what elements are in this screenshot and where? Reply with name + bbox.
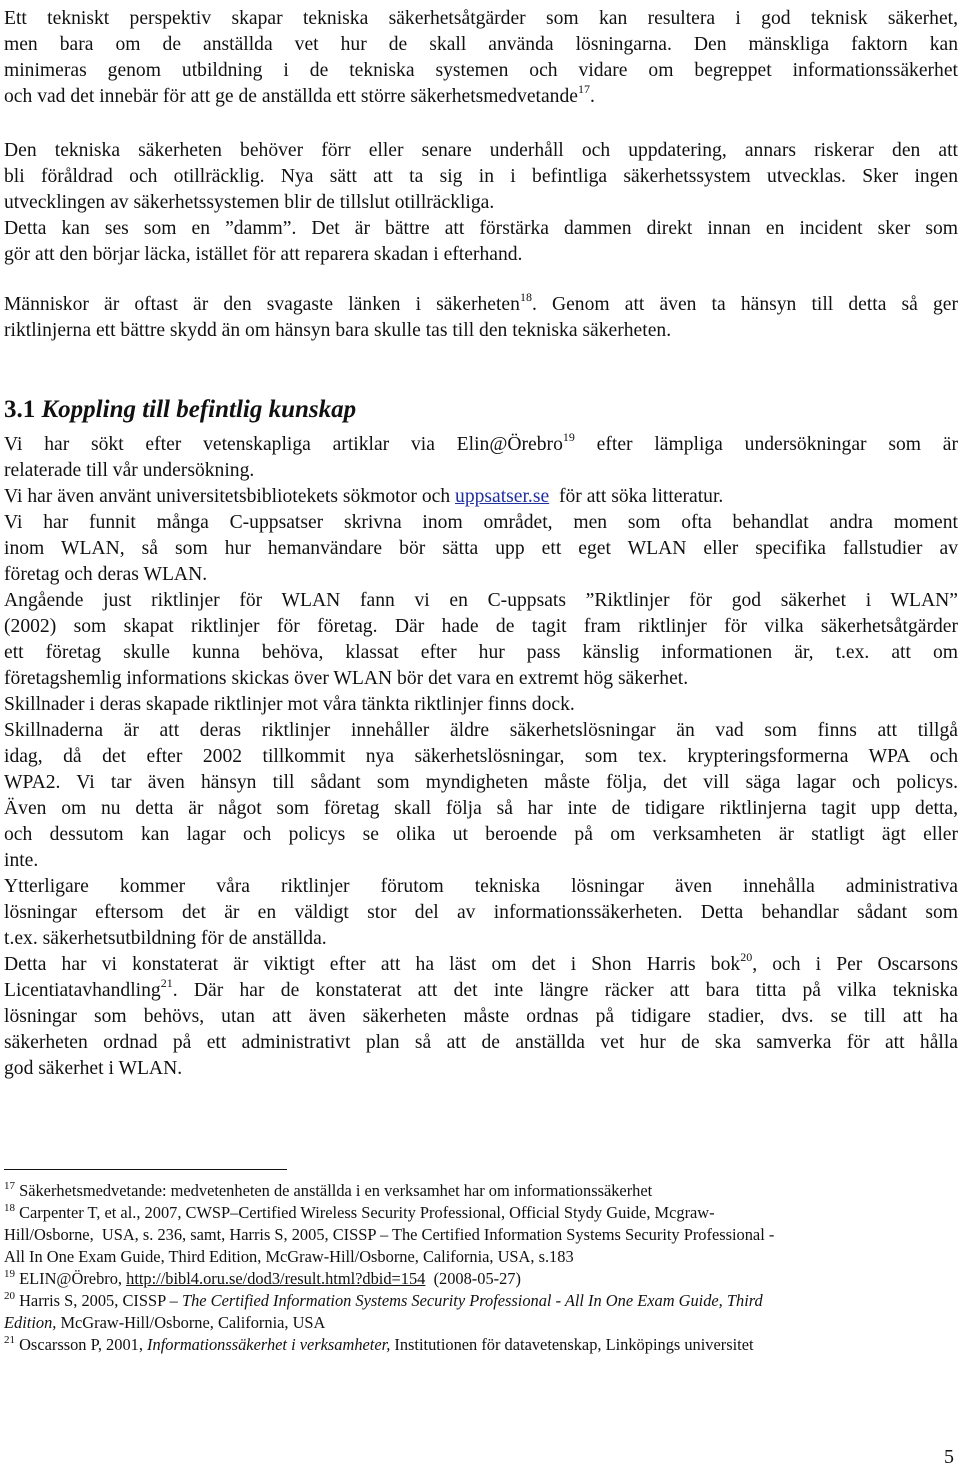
footnote-18: $^{18}$ Carpenter T, et al., 2007, CWSP–Certified Wireless Security Professional, Official Stydy Guide, Mcgraw- Hill/Osborne, USA, s. 236, samt, Harris S, 2005, CISSP – The Certified Information Systems Security Professional - All In One Exam Guide, Third Edition, McGraw-Hill/Osborne, California, USA, s.183 [4, 1202, 775, 1266]
body-paragraph-6 [4, 874, 958, 952]
text-line: och vad det innebär för att ge de anställda ett större säkerhetsmedvetande$^{17}$. [4, 82, 595, 107]
text-line: Människor är oftast är den svagaste länken i säkerheten$^{18}$. Genom att även ta hänsyn till detta så ger [4, 290, 958, 315]
body-paragraph-2 [4, 484, 958, 510]
text-line: och dessutom kan lagar och policys se olika ut beroende på om verksamheten är statligt ägt eller [4, 824, 958, 845]
text-line: Även om nu detta är något som företag skall följa så har inte de tidigare riktlinjerna tagit upp detta, [4, 798, 958, 819]
text-line: Ytterligare kommer våra riktlinjer förutom tekniska lösningar även innehålla administrativa [4, 876, 958, 897]
intro-paragraph-2 [4, 138, 958, 268]
footnotes [4, 1180, 954, 1356]
text-line: inte. [4, 850, 39, 871]
text-line: gör att den börjar läcka, istället för att reparera skadan i efterhand. [4, 244, 523, 265]
body-paragraph-4 [4, 588, 958, 718]
text-line: minimeras genom utbildning i de tekniska systemen och vidare om begreppet informationssäkerhet [4, 60, 958, 81]
body-paragraph-5 [4, 718, 958, 874]
text-line: inom WLAN, så som hur hemanvändare bör sätta upp ett eget WLAN eller specifika fallstudier av [4, 538, 958, 559]
footnote-ref-20[interactable]: 20 [740, 950, 753, 964]
text-line: Vi har funnit många C-uppsatser skrivna inom området, men som ofta behandlat andra moment [4, 512, 958, 533]
section-title: Koppling till befintlig kunskap [41, 396, 357, 423]
text-line: Detta har vi konstaterat är viktigt efter att ha läst om det i Shon Harris bok$^{20}$, och i Per Oscarsons [4, 950, 958, 975]
text-line: Licentiatavhandling$^{21}$. Där har de konstaterat att det inte längre räcker att bara titta på vilka tekniska [4, 976, 958, 1001]
footnote-19: $^{19}$ ELIN@Örebro, http://bibl4.oru.se/dod3/result.html?dbid=154 (2008-05-27) [4, 1268, 521, 1288]
text-line: idag, då det efter 2002 tillkommit nya säkerhetslösningar, som tex. krypteringsformerna WPA och [4, 746, 958, 767]
text-line: riktlinjerna ett bättre skydd än om hänsyn bara skulle tas till den tekniska säkerheten. [4, 320, 672, 341]
text-line: WPA2. Vi tar även hänsyn till sådant som myndigheten måste följa, det vill säga lagar och policys. [4, 772, 958, 793]
footnote-17: $^{17}$ Säkerhetsmedvetande: medvetenheten de anställda i en verksamhet har om informationssäkerhet [4, 1180, 653, 1200]
footnote-21: $^{21}$ Oscarsson P, 2001, Informationssäkerhet i verksamheter, Institutionen för datavetenskap, Linköpings universitet [4, 1334, 754, 1354]
footnote-ref-17[interactable]: 17 [577, 82, 590, 96]
text-line: lösningar som behövs, utan att även säkerheten måste ordnas på tidigare stadier, dvs. se till att ha [4, 1006, 958, 1027]
text-line: bli föråldrad och otillräcklig. Nya sätt att ta sig in i befintliga säkerhetssystem utvecklas. Sker ingen [4, 166, 958, 187]
text-line: säkerheten ordnad på ett administrativt plan så att de anställda vet hur de ska samverka för att hålla [4, 1032, 958, 1053]
text-line: Skillnader i deras skapade riktlinjer mot våra tänkta riktlinjer finns dock. [4, 694, 575, 715]
body-paragraph-3 [4, 510, 958, 588]
intro-paragraph-3 [4, 292, 958, 344]
text-line: god säkerhet i WLAN. [4, 1058, 183, 1079]
text-line: Detta kan ses som en ”damm”. Det är bättre att förstärka dammen direkt innan en incident sker som [4, 218, 958, 239]
body-paragraph-1 [4, 432, 958, 484]
text-line: (2002) som skapat riktlinjer för företag. Där hade de tagit fram riktlinjer för vilka säkerhetsåtgärder [4, 616, 958, 637]
footnote-ref-18[interactable]: 18 [519, 290, 532, 304]
text-line: Angående just riktlinjer för WLAN fann vi en C-uppsats ”Riktlinjer för god säkerhet i WLAN” [4, 590, 958, 611]
text-line: ett företag skulle kunna behöva, klassat efter hur pass känslig informationen är, t.ex. att om [4, 642, 958, 663]
footnote-ref-19[interactable]: 19 [562, 430, 575, 444]
uppsatser-link[interactable]: uppsatser.se [455, 486, 550, 507]
intro-paragraph-1 [4, 6, 958, 110]
text-line: företagshemlig informations skickas över WLAN bör det vara en extremt hög säkerhet. [4, 668, 689, 689]
text-line: lösningar eftersom det är en väldigt stor del av informationssäkerheten. Detta behandlar sådant som [4, 902, 958, 923]
text-line: Vi har sökt efter vetenskapliga artiklar via Elin@Örebro$^{19}$ efter lämpliga undersökningar som är [4, 430, 958, 455]
text-line: relaterade till vår undersökning. [4, 460, 255, 481]
text-line: Skillnaderna är att deras riktlinjer innehåller äldre säkerhetslösningar än vad som finns att tillgå [4, 720, 958, 741]
section-heading [4, 394, 958, 426]
section-number: 3.1 [4, 396, 36, 423]
text-line: Vi har även använt universitetsbibliotekets sökmotor och uppsatser.se för att söka litteratur. [4, 486, 724, 507]
body-paragraph-7 [4, 952, 958, 1082]
text-line: t.ex. säkerhetsutbildning för de anställda. [4, 928, 327, 949]
text-line: Den tekniska säkerheten behöver förr eller senare underhåll och uppdatering, annars riskerar den att [4, 140, 958, 161]
footnote-ref-21[interactable]: 21 [160, 976, 173, 990]
footnote-20: $^{20}$ Harris S, 2005, CISSP – The Certified Information Systems Security Professional - All In One Exam Guide, Third Edition, McGraw-Hill/Osborne, California, USA [4, 1290, 763, 1332]
text-line: utvecklingen av säkerhetssystemen blir de tillslut otillräckliga. [4, 192, 495, 213]
text-line: Ett tekniskt perspektiv skapar tekniska säkerhetsåtgärder som kan resultera i god teknisk säkerhet, [4, 8, 958, 29]
elin-url-link[interactable]: http://bibl4.oru.se/dod3/result.html?dbid=154 [126, 1269, 426, 1288]
document-page [4, 0, 958, 1082]
footnote-separator [4, 1169, 287, 1170]
page-number: 5 [944, 1446, 954, 1468]
text-line: företag och deras WLAN. [4, 564, 208, 585]
text-line: men bara om de anställda vet hur de skall använda lösningarna. Den mänskliga faktorn kan [4, 34, 958, 55]
